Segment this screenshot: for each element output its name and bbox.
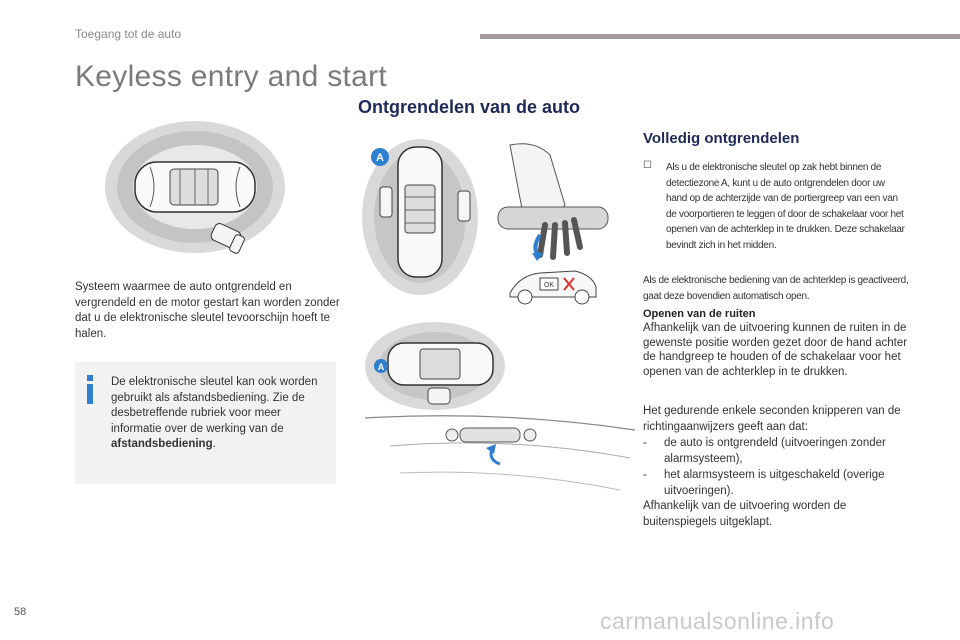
car-zone-illustration [100, 115, 290, 270]
unlock-illustration [360, 135, 638, 313]
page-number: 58 [14, 606, 27, 618]
header-bar [480, 34, 960, 39]
running-header: Toegang tot de auto [75, 27, 182, 41]
intro-paragraph: Systeem waarmee de auto ontgrendeld en vergrendeld en de motor gestart kan worden zonder dat u de elektronische sleutel tevoorschijn hoeft te halen. [75, 281, 340, 340]
section-title: Ontgrendelen van de auto [358, 97, 581, 117]
svg-text:A: A [376, 152, 384, 164]
subsection-title: Volledig ontgrendelen [643, 130, 800, 147]
windows-text: Afhankelijk van de uitvoering kunnen de ruiten in de gewenste positie worden gezet door de hand achter de handgreep te houden of de schakelaar voor het openen van de achterklep in te drukken. [643, 322, 908, 378]
indicator-flash-text: Het gedurende enkele seconden knipperen van de richtingaanwijzers geeft aan dat: [643, 405, 901, 433]
svg-text:A: A [377, 362, 385, 372]
tailgate-illustration [360, 318, 638, 500]
bullet-text: Als u de elektronische sleutel op zak hebt binnen de detectiezone A, kunt u de auto ontgrendelen door uw hand op de achterzijde van de portiergreep van een van de voorportieren te leggen of door de schakelaar voor het openen van de achterklep in te drukken. Deze schakelaar bevindt zich in het midden. [666, 162, 905, 251]
info-icon [86, 375, 94, 405]
bullet-icon: ☐ [643, 160, 652, 171]
page-title: Keyless entry and start [75, 60, 388, 93]
info-box-link-term: afstandsbediening [111, 438, 213, 450]
windows-title: Openen van de ruiten [643, 308, 756, 320]
svg-text:OK: OK [543, 282, 555, 289]
watermark: carmanualsonline.info [600, 608, 835, 634]
mirrors-text: Afhankelijk van de uitvoering worden de buitenspiegels uitgeklapt. [643, 500, 847, 528]
tailgate-note: Als de elektronische bediening van de achterklep is geactiveerd, gaat deze bovendien automatisch open. [643, 275, 909, 302]
info-box-text: De elektronische sleutel kan ook worden gebruikt als afstandsbediening. Zie de desbetreffende rubriek voor meer informatie over de werking van de afstandsbediening. [111, 376, 318, 450]
